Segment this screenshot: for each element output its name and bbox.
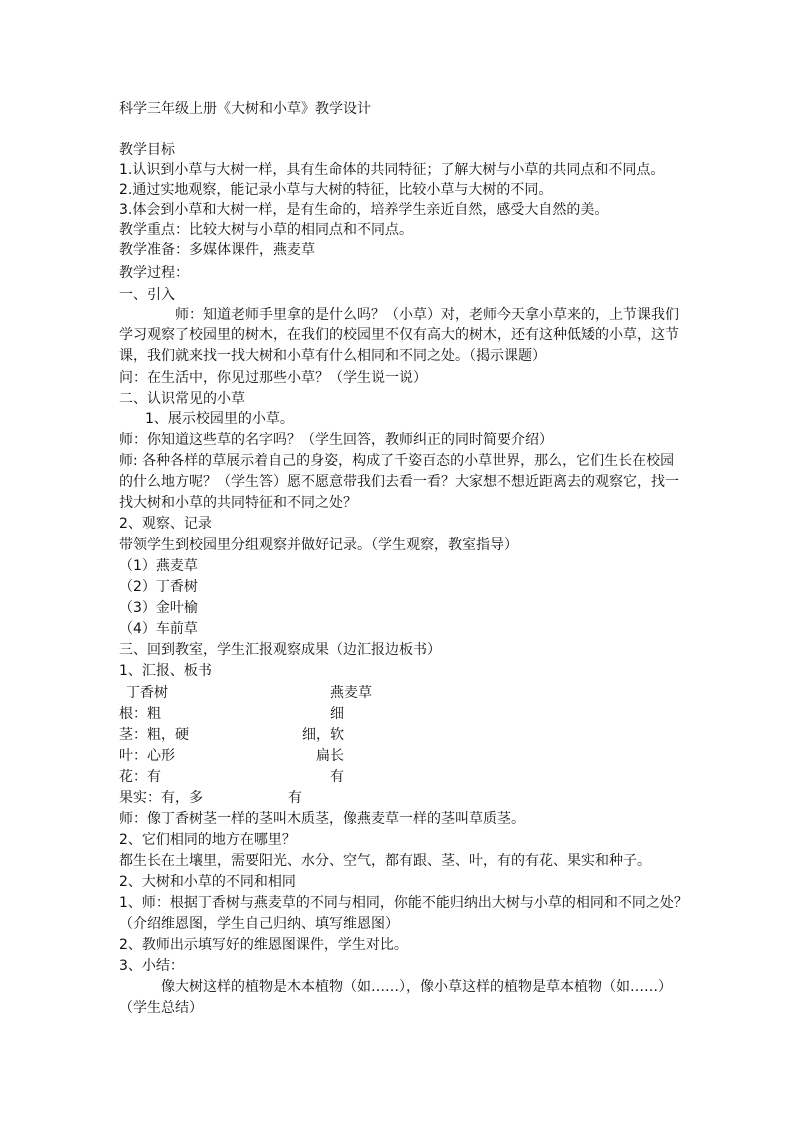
section-3-step-1: 1、汇报、板书: [119, 663, 212, 679]
compare-header-right: 燕麦草: [330, 685, 372, 701]
teacher-line-2-part-1: 师: 各种各样的草展示着自己的身姿，构成了千姿百态的小草世界，那么，它们生长在校园: [119, 453, 675, 469]
section-1-heading: 一、引入: [119, 287, 175, 303]
teacher-stem-note: 师：像丁香树茎一样的茎叫木质茎，像燕麦草一样的茎叫草质茎。: [119, 811, 525, 827]
summary-line-2: （学生总结）: [119, 1000, 203, 1016]
question-1: 问：在生活中，你见过那些小草？（学生说一说）: [119, 370, 427, 386]
section-3-step-2-text: 都生长在土壤里，需要阳光、水分、空气，都有跟、茎、叶，有的有花、果实和种子。: [119, 853, 651, 869]
compare-fruit-right: 有: [288, 790, 302, 806]
section-2-step-1: 1、展示校园里的小草。: [145, 411, 294, 427]
key-point: 教学重点：比较大树与小草的相同点和不同点。: [119, 222, 413, 238]
section-4-step-1-note: （介绍维恩图，学生自己归纳、填写维恩图）: [119, 916, 399, 932]
section-4-heading: 2、大树和小草的不同和相同: [119, 874, 296, 890]
teacher-line-2-part-2: 的什么地方呢？（学生答）愿不愿意带我们去看一看？大家想不想近距离去的观察它，找一: [119, 474, 679, 490]
section-2-step-2-text: 带领学生到校园里分组观察并做好记录。（学生观察，教室指导）: [119, 537, 518, 553]
goal-1: 1.认识到小草与大树一样，具有生命体的共同特征；了解大树与小草的共同点和不同点。: [119, 162, 665, 178]
compare-stem-right: 细，软: [302, 727, 344, 743]
compare-fruit-left: 果实：有，多: [119, 790, 203, 806]
preparation: 教学准备：多媒体课件，燕麦草: [119, 242, 315, 258]
document-title: 科学三年级上册《大树和小草》教学设计: [119, 101, 371, 117]
section-4-step-2: 2、教师出示填写好的维恩图课件，学生对比。: [119, 937, 408, 953]
compare-flower-right: 有: [330, 769, 344, 785]
compare-leaf-right: 扁长: [316, 748, 344, 764]
section-4-step-1: 1、师：根据丁香树与燕麦草的不同与相同，你能不能归纳出大树与小草的相同和不同之处？: [119, 895, 688, 911]
teacher-line-2-part-3: 找大树和小草的共同特征和不同之处？: [119, 495, 357, 511]
goal-3: 3.体会到小草和大树一样，是有生命的，培养学生亲近自然，感受大自然的美。: [119, 202, 609, 218]
list-item: （1）燕麦草: [119, 558, 198, 574]
intro-paragraph-line-2: 学习观察了校园里的树木，在我们的校园里不仅有高大的树木，还有这种低矮的小草，这节: [119, 327, 679, 343]
compare-stem-left: 茎：粗，硬: [119, 727, 189, 743]
section-4-step-3: 3、小结：: [119, 958, 184, 974]
compare-root-left: 根：粗: [119, 706, 161, 722]
list-item: （4）车前草: [119, 621, 198, 637]
compare-header-left: 丁香树: [126, 685, 168, 701]
section-3-step-2: 2、它们相同的地方在哪里？: [119, 832, 296, 848]
goals-heading: 教学目标: [119, 142, 175, 158]
intro-paragraph-line-1: 师：知道老师手里拿的是什么吗？（小草）对，老师今天拿小草来的，上节课我们: [175, 307, 679, 323]
goal-2: 2.通过实地观察，能记录小草与大树的特征，比较小草与大树的不同。: [119, 182, 553, 198]
compare-leaf-left: 叶：心形: [119, 748, 175, 764]
section-2-heading: 二、认识常见的小草: [119, 391, 245, 407]
compare-flower-left: 花：有: [119, 769, 161, 785]
section-3-heading: 三、回到教室，学生汇报观察成果（边汇报边板书）: [119, 642, 441, 658]
section-2-step-2: 2、观察、记录: [119, 516, 212, 532]
list-item: （2）丁香树: [119, 579, 198, 595]
summary-line-1: 像大树这样的植物是木本植物（如……），像小草这样的植物是草本植物（如……）: [161, 979, 672, 995]
compare-root-right: 细: [330, 706, 344, 722]
process-heading: 教学过程：: [119, 265, 189, 281]
intro-paragraph-line-3: 课，我们就来找一找大树和小草有什么相同和不同之处。（揭示课题）: [119, 348, 546, 364]
list-item: （3）金叶榆: [119, 600, 198, 616]
teacher-line-1: 师：你知道这些草的名字吗？（学生回答，教师纠正的同时简要介绍）: [119, 432, 553, 448]
